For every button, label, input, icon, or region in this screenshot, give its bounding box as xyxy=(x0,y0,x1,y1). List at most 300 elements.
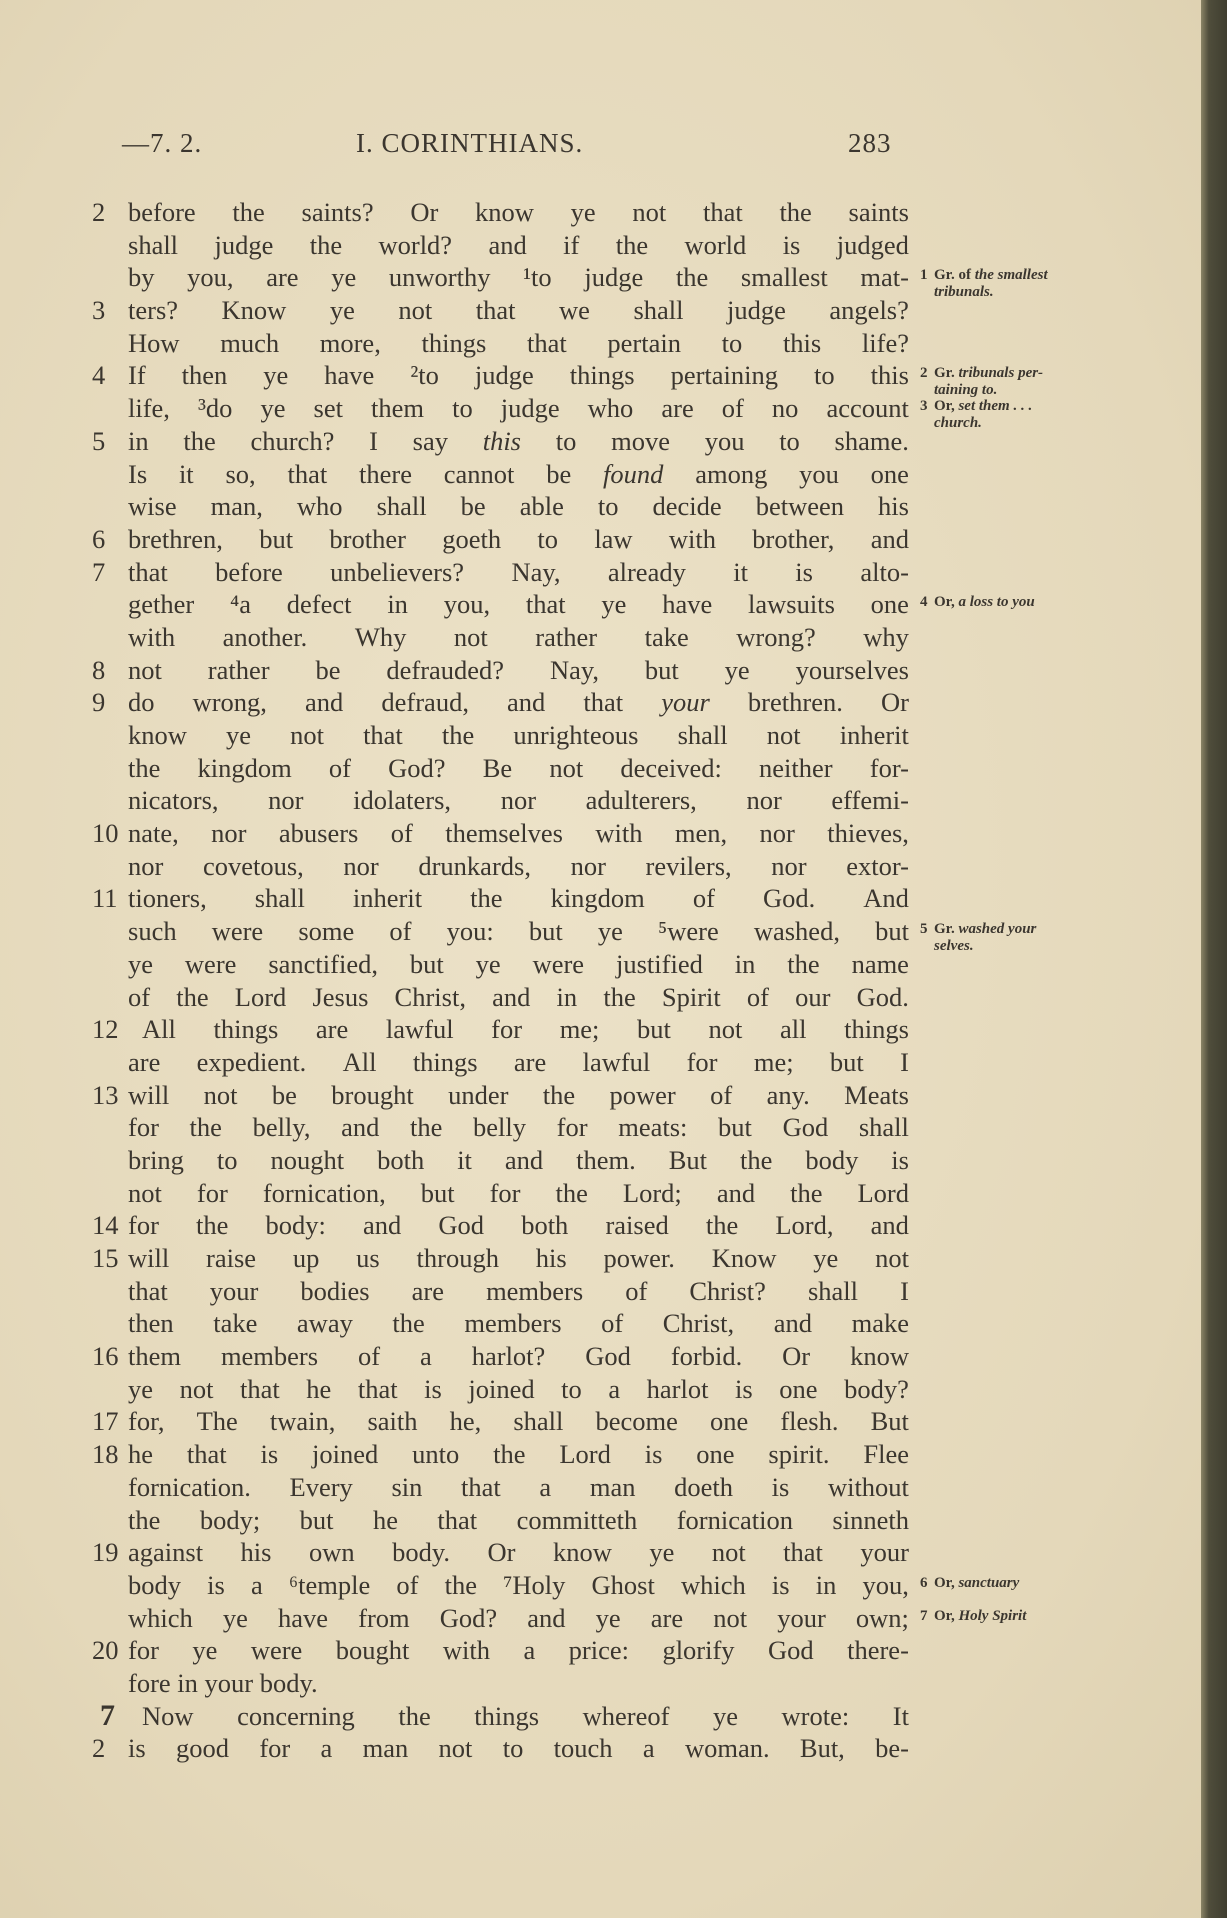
word: a xyxy=(250,1569,263,1600)
text-line xyxy=(0,1013,1200,1046)
word: he xyxy=(372,1504,398,1535)
word: Christ, xyxy=(394,981,466,1012)
word: lawsuits xyxy=(748,589,835,620)
verse-number: 2 xyxy=(92,197,106,227)
word: ye xyxy=(260,393,286,424)
text-line xyxy=(0,1732,1200,1765)
word: one xyxy=(870,458,909,489)
word: of xyxy=(396,1569,419,1600)
word: body xyxy=(128,1569,181,1600)
word: have xyxy=(662,589,713,620)
word: already xyxy=(607,556,686,587)
line-text xyxy=(128,294,909,327)
word: ye xyxy=(192,1635,218,1666)
word: the xyxy=(183,425,216,456)
text-line xyxy=(0,1275,1200,1308)
word: one xyxy=(696,1439,735,1470)
word: that xyxy=(128,556,168,587)
line-text xyxy=(128,1209,909,1242)
word: is xyxy=(644,1439,663,1470)
word: our xyxy=(795,981,831,1012)
word: the xyxy=(787,948,820,979)
word: saith xyxy=(367,1406,418,1437)
word: are xyxy=(661,393,694,424)
text-line xyxy=(0,1373,1200,1406)
word: them xyxy=(371,393,425,424)
word: then xyxy=(181,360,228,391)
word: And xyxy=(863,883,909,914)
word: nor xyxy=(128,850,164,881)
word: doeth xyxy=(674,1471,733,1502)
word: are xyxy=(650,1602,684,1633)
word: but xyxy=(409,948,444,979)
word: be xyxy=(460,491,486,522)
word: ye xyxy=(329,295,355,326)
word: with xyxy=(128,621,176,652)
line-text xyxy=(128,784,909,817)
word: were xyxy=(532,948,585,979)
word: wrong, xyxy=(192,687,267,718)
word: ye xyxy=(597,916,623,947)
word: were xyxy=(250,1635,303,1666)
word: ⁴a xyxy=(230,589,252,620)
word: for xyxy=(556,1112,588,1143)
word: but xyxy=(637,1014,671,1045)
word: decide xyxy=(652,491,722,522)
word: that xyxy=(783,1537,823,1568)
word: why xyxy=(863,621,909,652)
word: wise xyxy=(128,491,177,522)
word: whereof xyxy=(582,1700,670,1731)
word: your xyxy=(209,1275,259,1306)
word: the xyxy=(398,1700,431,1731)
word: not xyxy=(290,720,324,750)
text-line xyxy=(0,294,1200,327)
word: angels? xyxy=(829,295,909,326)
word: effemi- xyxy=(831,785,909,816)
line-text xyxy=(128,1634,909,1667)
line-text xyxy=(128,392,909,425)
chapter-verse-range: —7. 2. xyxy=(122,128,203,158)
word: in xyxy=(177,1667,198,1698)
word: Nay, xyxy=(511,556,561,587)
word: both xyxy=(377,1144,425,1175)
word: is xyxy=(260,1439,279,1470)
word: ye xyxy=(595,1602,621,1633)
text-line xyxy=(0,1079,1200,1112)
text-line xyxy=(0,686,1200,719)
word: know xyxy=(552,1537,612,1568)
line-text xyxy=(128,817,909,850)
word: Lord xyxy=(559,1439,611,1470)
word: members xyxy=(486,1275,584,1306)
word: lawful xyxy=(582,1046,651,1077)
word: touch xyxy=(553,1733,613,1764)
word: judge xyxy=(727,295,786,326)
word: them xyxy=(128,1341,181,1372)
word: not xyxy=(711,1537,746,1568)
line-text xyxy=(128,882,909,915)
word: are xyxy=(128,1046,161,1077)
word: fornication xyxy=(676,1504,793,1535)
word: ters? xyxy=(128,295,179,326)
word: joined xyxy=(468,1373,535,1404)
word: world? xyxy=(378,229,453,260)
note-continuation: tribunals. xyxy=(934,284,994,301)
word: Nay, xyxy=(549,654,600,685)
word: you: xyxy=(446,916,494,947)
word: is xyxy=(735,1373,753,1404)
word: Is xyxy=(128,458,148,489)
note-text: a loss to you xyxy=(958,594,1035,611)
italic-word: found xyxy=(603,458,664,489)
line-text xyxy=(128,1177,909,1210)
note-text: Holy Spirit xyxy=(958,1607,1027,1624)
line-text xyxy=(128,850,909,883)
note-continuation: taining to. xyxy=(934,382,998,399)
word: which xyxy=(128,1602,193,1633)
word: body. xyxy=(259,1667,318,1698)
word: become xyxy=(595,1406,678,1437)
word: Every xyxy=(289,1471,353,1502)
word: price: xyxy=(568,1635,629,1666)
word: and xyxy=(527,1602,566,1633)
text-line xyxy=(0,1438,1200,1471)
word: me; xyxy=(753,1046,794,1077)
text-line xyxy=(0,229,1200,262)
word: committeth xyxy=(516,1504,638,1535)
running-header xyxy=(0,128,1227,164)
word: spirit. xyxy=(768,1439,830,1470)
word: to xyxy=(555,425,577,456)
word: his xyxy=(535,1243,567,1273)
verse-number: 7 xyxy=(92,556,106,587)
word: body; xyxy=(199,1504,261,1535)
word: ye xyxy=(601,589,627,620)
word: the xyxy=(232,197,265,227)
word: sin xyxy=(391,1471,423,1502)
word: world xyxy=(684,229,747,260)
word: man, xyxy=(210,491,263,522)
word: members xyxy=(464,1308,562,1339)
verse-number: 20 xyxy=(92,1635,119,1666)
word: you, xyxy=(443,589,491,620)
word: yourselves xyxy=(795,654,909,685)
word: any. xyxy=(766,1079,810,1110)
line-text xyxy=(142,1700,909,1733)
line-text xyxy=(128,1602,909,1635)
space xyxy=(171,1667,178,1700)
word: one xyxy=(779,1373,818,1404)
word: the xyxy=(790,1177,823,1208)
word: forbid. xyxy=(670,1341,743,1372)
line-text xyxy=(128,327,909,360)
verse-number: 9 xyxy=(92,687,106,718)
word: and xyxy=(363,1210,402,1241)
word: it xyxy=(733,556,748,587)
line-text xyxy=(128,752,909,785)
verse-number: 4 xyxy=(92,360,106,391)
space xyxy=(198,1667,205,1700)
verse-number: 10 xyxy=(92,818,119,849)
text-line xyxy=(0,1405,1200,1438)
word: It xyxy=(892,1700,909,1731)
word: is xyxy=(424,1373,442,1404)
word: extor- xyxy=(846,850,909,881)
word: of xyxy=(358,1341,381,1372)
word: that xyxy=(357,1373,398,1404)
word: of xyxy=(328,752,351,783)
text-line xyxy=(0,1340,1200,1373)
word: judge xyxy=(500,393,560,424)
line-text xyxy=(128,425,909,458)
word: Or xyxy=(782,1341,811,1372)
word: but xyxy=(528,916,563,947)
word: Lord xyxy=(234,981,287,1012)
word: a xyxy=(642,1733,655,1764)
word: be xyxy=(546,458,572,489)
word: bring xyxy=(128,1144,184,1175)
word: joined xyxy=(312,1439,379,1470)
word: lawful xyxy=(385,1014,454,1045)
word: The xyxy=(196,1406,238,1437)
chapter-number: 7 xyxy=(100,1698,115,1732)
word: Ghost xyxy=(591,1569,655,1600)
word: man xyxy=(589,1471,636,1502)
word: but xyxy=(299,1504,334,1535)
line-text xyxy=(128,1275,909,1308)
word: God? xyxy=(388,752,446,783)
word: before xyxy=(215,556,283,587)
word: Lord xyxy=(857,1177,909,1208)
word: brethren, xyxy=(128,523,223,554)
line-text xyxy=(128,621,909,654)
word: I xyxy=(369,425,378,456)
word: Now xyxy=(142,1700,194,1731)
line-text xyxy=(128,1405,909,1438)
word: not xyxy=(453,621,488,652)
word: take xyxy=(644,621,689,652)
word: cannot xyxy=(443,458,515,489)
word: us xyxy=(356,1243,380,1273)
word: Know xyxy=(221,295,287,326)
word: between xyxy=(755,491,845,522)
word: Meats xyxy=(844,1079,909,1110)
text-line xyxy=(0,1634,1200,1667)
word: for xyxy=(128,1210,159,1241)
word: defraud, xyxy=(381,687,469,718)
word: church? xyxy=(250,425,335,456)
italic-word: this xyxy=(482,425,521,456)
word: that xyxy=(363,720,403,750)
line-text xyxy=(128,261,909,294)
word: thieves, xyxy=(827,818,909,849)
scripture-text xyxy=(0,196,1200,1765)
word: be xyxy=(315,654,341,685)
word: for xyxy=(128,1112,159,1143)
note-text: tribunals per- xyxy=(958,365,1044,382)
word: things xyxy=(213,1014,279,1045)
word: Lord, xyxy=(775,1210,834,1241)
note-number: 3 xyxy=(920,398,928,415)
word: life, xyxy=(128,393,170,424)
text-line xyxy=(0,915,1200,955)
word: do xyxy=(128,687,155,718)
word: take xyxy=(213,1308,258,1339)
word: from xyxy=(358,1602,410,1633)
text-line xyxy=(0,752,1200,785)
word: some xyxy=(298,916,355,947)
word: to xyxy=(537,523,559,554)
word: mat- xyxy=(860,262,909,293)
word: Spirit xyxy=(661,981,721,1012)
note-text: set them . . . xyxy=(958,398,1033,415)
text-line xyxy=(0,1504,1200,1537)
word: of xyxy=(746,981,769,1012)
line-text xyxy=(128,196,909,229)
word: that xyxy=(525,589,566,620)
word: more, xyxy=(319,327,381,358)
line-text xyxy=(128,1079,909,1112)
word: saints xyxy=(848,197,909,227)
word: Or xyxy=(487,1537,516,1568)
text-line xyxy=(0,1667,1200,1700)
word: it xyxy=(178,458,194,489)
word: without xyxy=(827,1471,909,1502)
line-text xyxy=(128,1536,909,1569)
word: have xyxy=(324,360,375,391)
word: ⁵were xyxy=(657,916,719,947)
word: judged xyxy=(836,229,909,260)
text-line xyxy=(0,425,1200,458)
note-number: 6 xyxy=(920,1574,928,1591)
word: not xyxy=(398,295,433,326)
text-line xyxy=(0,850,1200,883)
word: brethren. xyxy=(747,687,843,718)
word: for xyxy=(491,1014,523,1045)
word: one xyxy=(870,589,909,620)
word: say xyxy=(412,425,448,456)
word: wrote: xyxy=(781,1700,850,1731)
note-continuation: church. xyxy=(934,415,982,432)
word: the xyxy=(309,229,343,260)
word: which xyxy=(680,1569,746,1600)
word: things xyxy=(474,1700,540,1731)
word: are xyxy=(315,1014,349,1045)
word: covetous, xyxy=(202,850,304,881)
word: but xyxy=(420,1177,455,1208)
word: nought xyxy=(270,1144,345,1175)
word: that xyxy=(702,197,743,227)
word: ye xyxy=(222,1602,248,1633)
text-line xyxy=(0,1569,1200,1602)
word: nicators, xyxy=(128,785,219,816)
word: a xyxy=(539,1471,552,1502)
word: you, xyxy=(187,262,234,293)
word: with xyxy=(668,523,716,554)
text-line xyxy=(0,1242,1200,1275)
word: How xyxy=(128,327,180,358)
word: that xyxy=(128,1275,168,1306)
word: both xyxy=(521,1210,569,1241)
word: bought xyxy=(335,1635,410,1666)
word: will xyxy=(128,1079,170,1110)
word: adulterers, xyxy=(585,785,697,816)
note-text: sanctuary xyxy=(958,1574,1020,1591)
word: wrong? xyxy=(736,621,816,652)
word: own xyxy=(308,1537,355,1568)
word: the xyxy=(441,720,475,750)
word: the xyxy=(705,1210,739,1241)
line-text xyxy=(128,1504,909,1537)
word: bodies xyxy=(300,1275,370,1306)
word: much xyxy=(220,327,280,358)
word: brother, xyxy=(752,523,835,554)
text-line xyxy=(0,1111,1200,1144)
verse-number: 2 xyxy=(92,1733,106,1764)
word: with xyxy=(442,1635,490,1666)
text-line xyxy=(0,556,1200,589)
word: it xyxy=(457,1144,472,1175)
word: he xyxy=(128,1439,154,1470)
word: shall xyxy=(254,883,305,914)
word: ye xyxy=(331,262,357,293)
word: justified xyxy=(615,948,703,979)
word: by xyxy=(128,262,155,293)
word: kingdom xyxy=(197,752,292,783)
word: his xyxy=(878,491,909,522)
word: idolaters, xyxy=(353,785,452,816)
note-prefix: Or, xyxy=(934,1607,959,1624)
text-line xyxy=(0,719,1200,752)
word: nor xyxy=(759,818,795,849)
word: no xyxy=(771,393,799,424)
word: is xyxy=(771,1471,790,1502)
word: among xyxy=(695,458,768,489)
line-text xyxy=(128,948,909,981)
word: pertain xyxy=(607,327,681,358)
note-prefix: Or, xyxy=(934,398,959,415)
line-text xyxy=(128,229,909,262)
word: before xyxy=(128,197,196,227)
word: and xyxy=(488,229,527,260)
word: for xyxy=(489,1177,521,1208)
word: shall xyxy=(633,295,684,326)
word: but xyxy=(829,1046,864,1077)
line-text xyxy=(128,359,909,392)
book-binding-edge xyxy=(1201,0,1227,1918)
text-line xyxy=(0,1536,1200,1569)
word: that xyxy=(437,1504,478,1535)
word: woman. xyxy=(684,1733,770,1764)
word: shame. xyxy=(834,425,909,456)
text-line xyxy=(0,490,1200,523)
word: will xyxy=(128,1243,170,1273)
word: that xyxy=(461,1471,501,1502)
line-text xyxy=(128,686,909,719)
text-line xyxy=(0,1209,1200,1242)
verse-number: 6 xyxy=(92,523,106,554)
text-line xyxy=(0,261,1200,301)
line-text xyxy=(128,1046,909,1079)
word: Jesus xyxy=(312,981,369,1012)
line-text xyxy=(128,556,909,589)
word: abusers xyxy=(278,818,359,849)
word: nor xyxy=(268,785,304,816)
word: gether xyxy=(128,589,195,620)
word: the xyxy=(779,197,812,227)
word: the xyxy=(493,1439,526,1470)
